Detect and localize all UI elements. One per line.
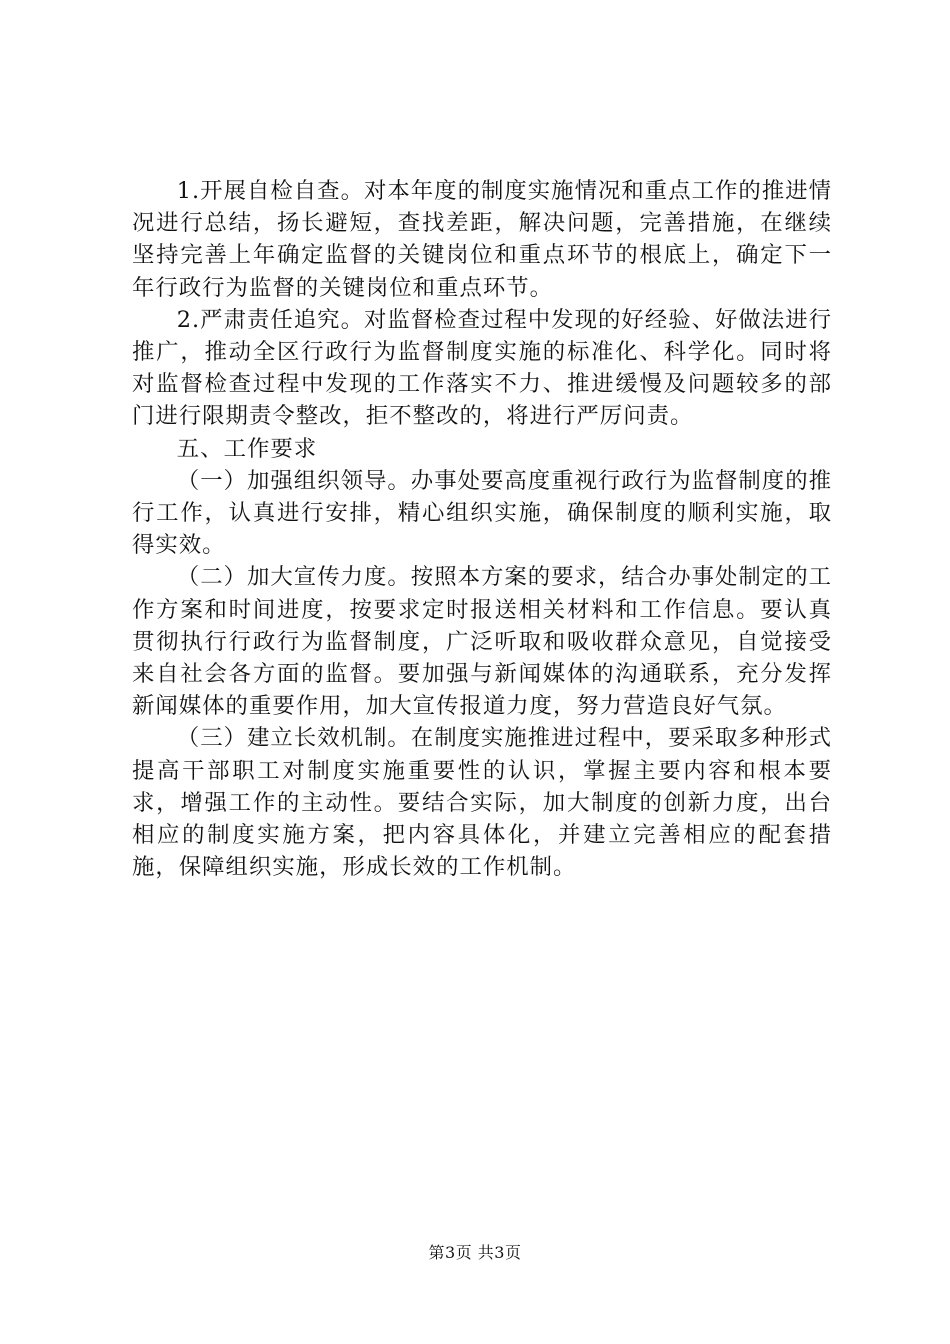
paragraph-self-inspection: 1.开展自检自查。对本年度的制度实施情况和重点工作的推进情况进行总结，扬长避短，查找差距，解决问题，完善措施，在继续坚持完善上年确定监督的关键岗位和重点环节的根底上，确定下一年行政行为监督的关键岗位和重点环节。 <box>132 178 832 301</box>
page-footer: 第3页 共3页 <box>428 1243 522 1262</box>
section-heading-work-requirements: 五、工作要求 <box>176 435 318 462</box>
paragraph-long-term-mechanism: （三）建立长效机制。在制度实施推进过程中，要采取多种形式提高干部职工对制度实施重要性的认识，掌握主要内容和根本要求，增强工作的主动性。要结合实际，加大制度的创新力度，出台相应的制度实施方案，把内容具体化，并建立完善相应的配套措施，保障组织实施，形成长效的工作机制。 <box>132 725 832 881</box>
paragraph-organization-leadership: （一）加强组织领导。办事处要高度重视行政行为监督制度的推行工作，认真进行安排，精心组织实施，确保制度的顺利实施，取得实效。 <box>132 467 832 559</box>
document-body <box>132 175 832 883</box>
paragraph-accountability: 2.严肃责任追究。对监督检查过程中发现的好经验、好做法进行推广，推动全区行政行为监督制度实施的标准化、科学化。同时将对监督检查过程中发现的工作落实不力、推进缓慢及问题较多的部门进行限期责令整改，拒不整改的，将进行严厉问责。 <box>132 306 832 430</box>
paragraph-publicity: （二）加大宣传力度。按照本方案的要求，结合办事处制定的工作方案和时间进度，按要求定时报送相关材料和工作信息。要认真贯彻执行行政行为监督制度，广泛听取和吸收群众意见，自觉接受来自社会各方面的监督。要加强与新闻媒体的沟通联系，充分发挥新闻媒体的重要作用，加大宣传报道力度，努力营造良好气氛。 <box>132 564 832 720</box>
